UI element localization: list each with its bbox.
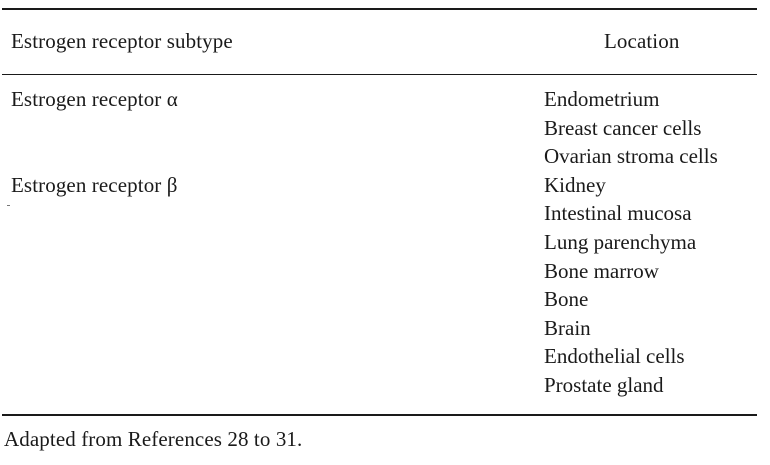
location-item: Brain [544,315,591,340]
row-subtype-beta: Estrogen receptor β [11,173,178,197]
location-item: Breast cancer cells [544,115,702,140]
location-item: Prostate gland [544,372,664,397]
table-bottom-rule [2,414,757,416]
table-footnote: Adapted from References 28 to 31. [4,427,303,451]
scan-speck [7,205,10,206]
location-item: Bone [544,287,589,312]
row-subtype-alpha: Estrogen receptor α [11,87,178,111]
location-item: Endothelial cells [544,344,685,369]
table-top-rule [2,8,757,10]
location-item: Bone marrow [544,258,659,283]
column-header-subtype: Estrogen receptor subtype [11,29,233,53]
location-item: Intestinal mucosa [544,201,692,226]
location-item: Ovarian stroma cells [544,144,718,169]
location-item: Kidney [544,172,606,197]
column-header-location: Location [604,29,680,53]
location-column [544,85,718,400]
location-item: Endometrium [544,87,660,111]
location-item: Lung parenchyma [544,229,697,254]
header-divider-rule [2,74,757,75]
